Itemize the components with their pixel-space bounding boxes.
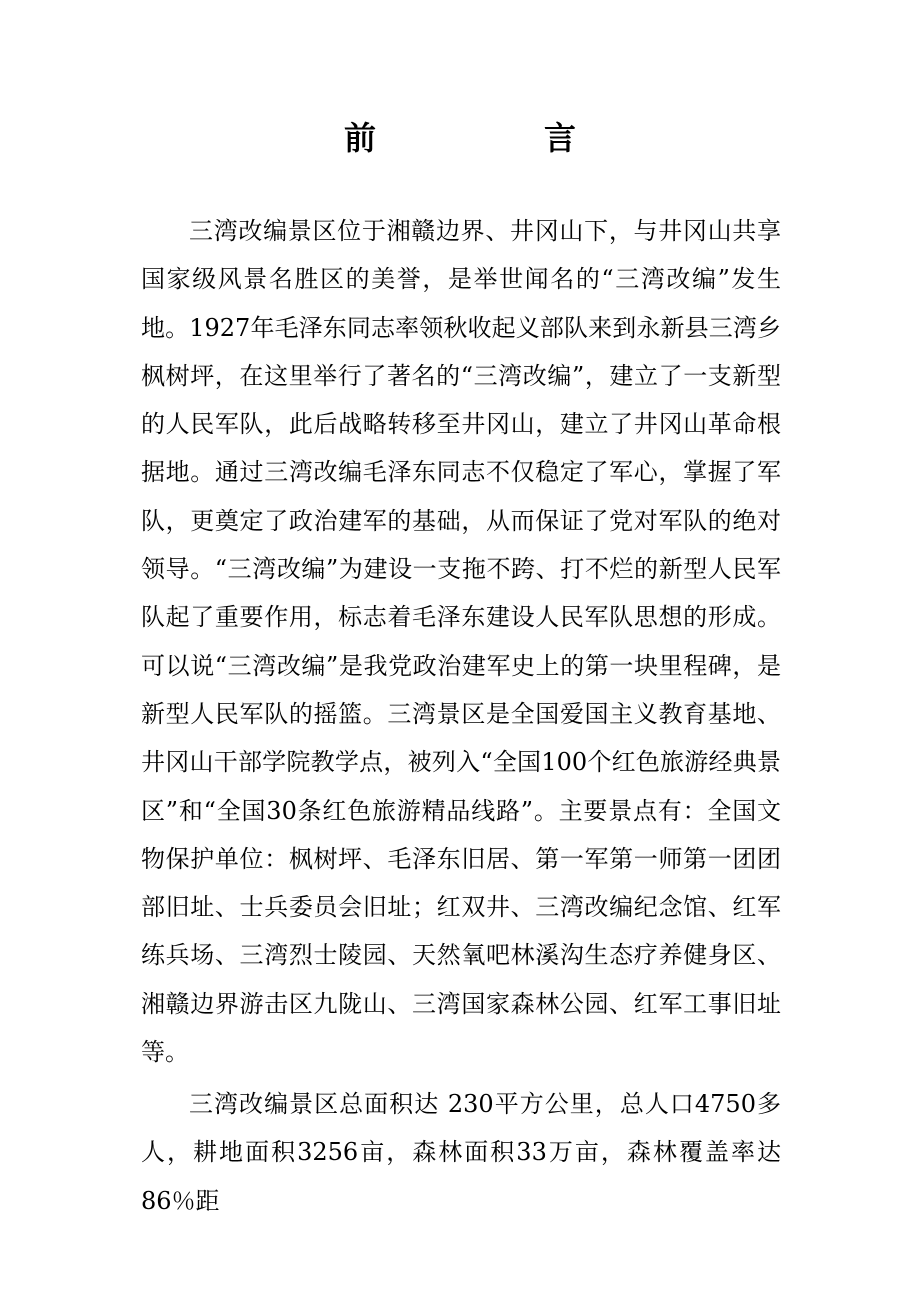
- body-paragraph-1: 三湾改编景区位于湘赣边界、井冈山下，与井冈山共享国家级风景名胜区的美誉，是举世闻名的“三湾改编”发生地。1927年毛泽东同志率领秋收起义部队来到永新县三湾乡枫树坪，在这里举行了著名的“三湾改编”，建立了一支新型的人民军队，此后战略转移至井冈山，建立了井冈山革命根据地。通过三湾改编毛泽东同志不仅稳定了军心，掌握了军队，更奠定了政治建军的基础，从而保证了党对军队的绝对领导。“三湾改编”为建设一支拖不跨、打不烂的新型人民军队起了重要作用，标志着毛泽东建设人民军队思想的形成。可以说“三湾改编”是我党政治建军史上的第一块里程碑，是新型人民军队的摇篮。三湾景区是全国爱国主义教育基地、井冈山干部学院教学点，被列入“全国100个红色旅游经典景区”和“全国30条红色旅游精品线路”。主要景点有：全国文物保护单位：枫树坪、毛泽东旧居、第一军第一师第一团团部旧址、士兵委员会旧址；红双井、三湾改编纪念馆、红军练兵场、三湾烈士陵园、天然氧吧林溪沟生态疗养健身区、湘赣边界游击区九陇山、三湾国家森林公园、红军工事旧址等。: [141, 217, 781, 1067]
- body-paragraph-2: 三湾改编景区总面积达 230平方公里，总人口4750多人，耕地面积3256亩，森林面积33万亩，森林覆盖率达86％距: [141, 1090, 781, 1215]
- page-title: 前 言: [343, 119, 644, 157]
